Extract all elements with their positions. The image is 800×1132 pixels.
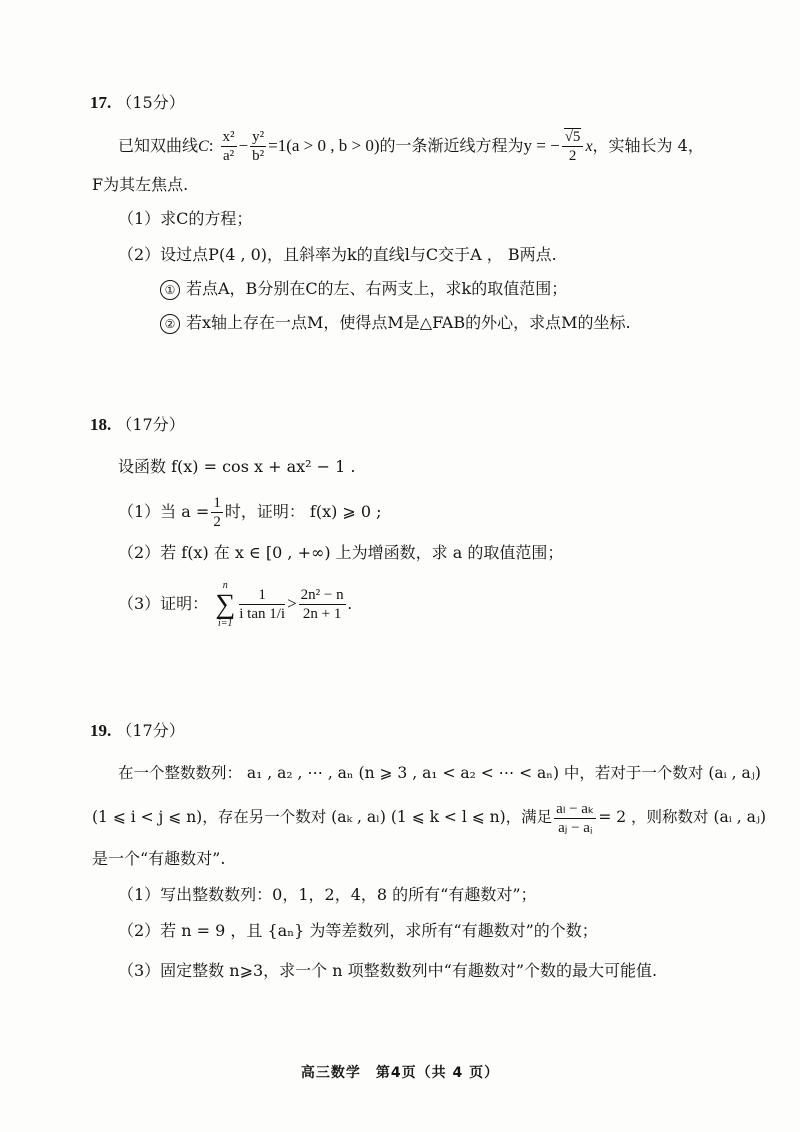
q19-line2: (1 ⩽ i < j ⩽ n)，存在另一个数对 (aₖ , aₗ) (1 ⩽ k < l ⩽ n)，满足 $\frac{\text{aₗ − aₖ}}{\text{aⱼ − aᵢ}}$ = 2 ，则称数对 (aᵢ , aⱼ) [92,800,767,836]
q17-condition: =1(a > 0 , b > 0) [268,136,380,155]
q17-asym: y = − [523,136,560,155]
q17-part2b: ② 若x轴上存在一点M，使得点M是△FAB的外心，求点M的坐标. [160,312,631,334]
circle-1-icon: ① [160,280,180,300]
q19-line1: 在一个整数数列： a₁ , a₂ , ⋯ , aₙ (n ⩾ 3 , a₁ < a₂ < ⋯ < aₙ) 中，若对于一个数对 (aᵢ , aⱼ) [118,764,761,782]
q19-part2: （2）若 n = 9 ，且 {aₙ} 为等差数列，求所有“有趣数对”的个数； [118,921,598,940]
q18-frac-rhs: $\frac{\text{2n² − n}}{2n + 1}$ [300,587,344,622]
q17-frac-y: $\frac{\text{y²}}{\text{b²}}$ [252,129,265,164]
page-footer: 高三数学 第4页（共 4 页） [300,1065,500,1081]
q17-frac-sqrt5: $\frac{√5}{2}$ [562,128,584,165]
q17-part2: （2）设过点P(4 , 0)，且斜率为k的直线l与C交于A ， B两点. [118,245,557,264]
circle-2-icon: ② [160,314,180,334]
q19-header [90,720,185,742]
q18-part1: （1）当 a = $\frac{1}{2}$ 时，证明： f(x) ⩾ 0 ; [118,495,382,530]
q17-part1: （1）求C的方程； [118,209,253,228]
q17-stem-post: ，实轴长为 4， [592,136,704,155]
q19-points: （17分） [116,721,185,740]
q18-number: 18. [90,415,112,434]
q17-number: 17. [90,93,112,112]
q18-header [90,414,185,436]
q17-header [90,92,185,114]
q18-stem: 设函数 f(x) = cos x + ax² − 1 . [118,457,356,476]
q17-curve: C [198,138,209,155]
q18-part3: （3）证明： n ∑ i=1 $\frac{1}{\text{i tan 1/i}}$ > $\frac{\text{2n² − n}}{2n + 1}$ . [118,579,352,629]
q18-frac-half: $\frac{1}{2}$ [213,495,221,530]
q17-stem-text: 已知双曲线 [118,136,199,155]
q17-part2a: ① 若点A，B分别在C的左、右两支上，求k的取值范围； [160,278,567,300]
summation: n ∑ i=1 [215,579,236,629]
q18-part2: （2）若 f(x) 在 x ∈ [0 , +∞) 上为增函数，求 a 的取值范围； [118,543,564,562]
q19-part3: （3）固定整数 n⩾3，求一个 n 项整数数列中“有趣数对”个数的最大可能值. [118,961,658,980]
q18-points: （17分） [116,415,185,434]
q17-points: （15分） [116,93,185,112]
q17-frac-x: $\frac{\text{x²}}{\text{a²}}$ [222,129,235,164]
q19-part1: （1）写出整数数列：0，1，2，4，8 的所有“有趣数对”； [118,885,537,904]
q19-number: 19. [90,721,112,740]
q17-stem-mid: 的一条渐近线方程为 [379,136,524,155]
q19-frac-ratio: $\frac{\text{aₗ − aₖ}}{\text{aⱼ − aᵢ}}$ [556,800,595,836]
q19-line3: 是一个“有趣数对”. [92,849,226,868]
q18-frac-term: $\frac{1}{\text{i tan 1/i}}$ [239,587,286,622]
q17-line2: F为其左焦点. [92,175,189,194]
q17-stem: 已知双曲线C: $\frac{\text{x²}}{\text{a²}}$ − $\frac{\text{y²}}{\text{b²}}$ =1(a > 0 , b > 0)的一条渐近线方程为y = − $\frac{√5}{2}$ x，实轴长为 4， [118,129,704,164]
